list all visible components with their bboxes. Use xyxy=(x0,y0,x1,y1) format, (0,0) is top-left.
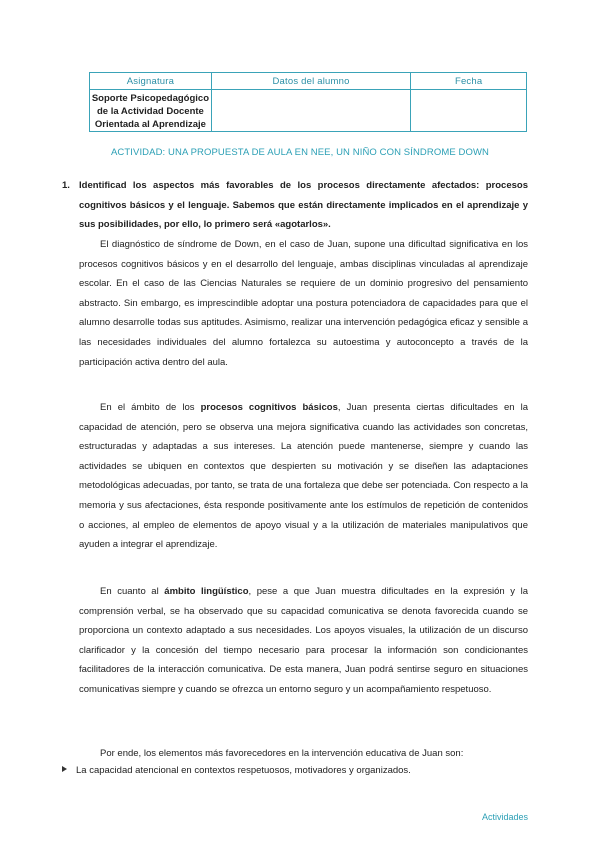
header-col-student: Datos del alumno xyxy=(211,73,410,90)
paragraph-4-block xyxy=(79,744,528,764)
paragraph-2-start: En el ámbito de los xyxy=(100,402,201,413)
bullet-triangle-icon xyxy=(62,766,67,772)
paragraph-2 xyxy=(79,398,528,555)
student-value xyxy=(211,90,410,132)
subject-value: Soporte Psicopedagógico de la Actividad Docente Orientada al Aprendizaje xyxy=(90,90,212,132)
date-value xyxy=(411,90,527,132)
header-col-date: Fecha xyxy=(411,73,527,90)
header-col-subject: Asignatura xyxy=(90,73,212,90)
bullet-text: La capacidad atencional en contextos respetuosos, motivadores y organizados. xyxy=(76,765,411,776)
paragraph-3-block xyxy=(79,582,528,700)
paragraph-3-start: En cuanto al xyxy=(100,586,165,597)
footer-label: Actividades xyxy=(481,812,528,822)
paragraph-3 xyxy=(79,582,528,700)
paragraph-1-block xyxy=(79,235,528,372)
paragraph-2-block xyxy=(79,398,528,555)
paragraph-3-bold: ámbito lingüístico xyxy=(164,586,249,597)
paragraph-1: El diagnóstico de síndrome de Down, en el caso de Juan, supone una dificultad significativa en los procesos cognitivos básicos y en el desarrollo del lenguaje, ambas disciplinas vinculadas al aprendizaje escolar. En el caso de las Ciencias Naturales se requiere de un dominio progresivo del pensamiento abstracto. Sin embargo, es imprescindible adoptar una postura potenciadora de capacidades para que el alumno desarrolle todas sus aptitudes. Asimismo, realizar una intervención pedagógica eficaz y sensible a las necesidades individuales del alumno fortalezca su autoestima y autoconcepto a través de la participación activa dentro del aula. xyxy=(79,239,528,368)
header-table xyxy=(89,72,527,132)
paragraph-2-bold: procesos cognitivos básicos xyxy=(200,402,338,413)
paragraph-2-rest: , Juan presenta ciertas dificultades en la capacidad de atención, pero se observa una mejora significativa cuando las actividades son concretas, estructuradas y adaptadas a sus intereses. La atención puede mantenerse, siempre y cuando las actividades se ubiquen en contextos que despierten su motivación y se diseñen las adaptaciones metodológicas adecuadas, por tanto, se trata de una fortaleza que debe ser potenciada. Con respecto a la memoria y sus afectaciones, ésta responde positivamente ante los estímulos de repetición de contenidos o acciones, al empleo de elementos de apoyo visual y a la utilización de materiales manipulativos que ayuden a integrar el aprendizaje. xyxy=(79,402,529,551)
question-number: 1. xyxy=(62,180,70,191)
paragraph-4: Por ende, los elementos más favorecedores en la intervención educativa de Juan son: xyxy=(100,748,464,759)
bullet-item xyxy=(62,765,411,776)
activity-title: ACTIVIDAD: UNA PROPUESTA DE AULA EN NEE, UN NIÑO CON SÍNDROME DOWN xyxy=(110,147,490,158)
question-block xyxy=(62,176,528,235)
paragraph-3-rest: , pese a que Juan muestra dificultades en la expresión y la comprensión verbal, se ha observado que su capacidad comunicativa se denota favorecida cuando se proporciona un contexto adaptado a sus necesidades. Los apoyos visuales, la utilización de un discurso clarificador y la concesión del tiempo necesario para procesar la información son condicionantes facilitadores de la interacción comunicativa. De esta manera, Juan podrá sentirse seguro en situaciones comunicativas siempre y cuando se ofrezca un entorno seguro y un acompañamiento respetuoso. xyxy=(79,586,528,695)
question-text: Identificad los aspectos más favorables de los procesos directamente afectados: procesos cognitivos básicos y el lenguaje. Sabemos que están directamente implicados en el aprendizaje y sus posibilidades, por ello, lo primero será «agotarlos». xyxy=(79,180,528,230)
